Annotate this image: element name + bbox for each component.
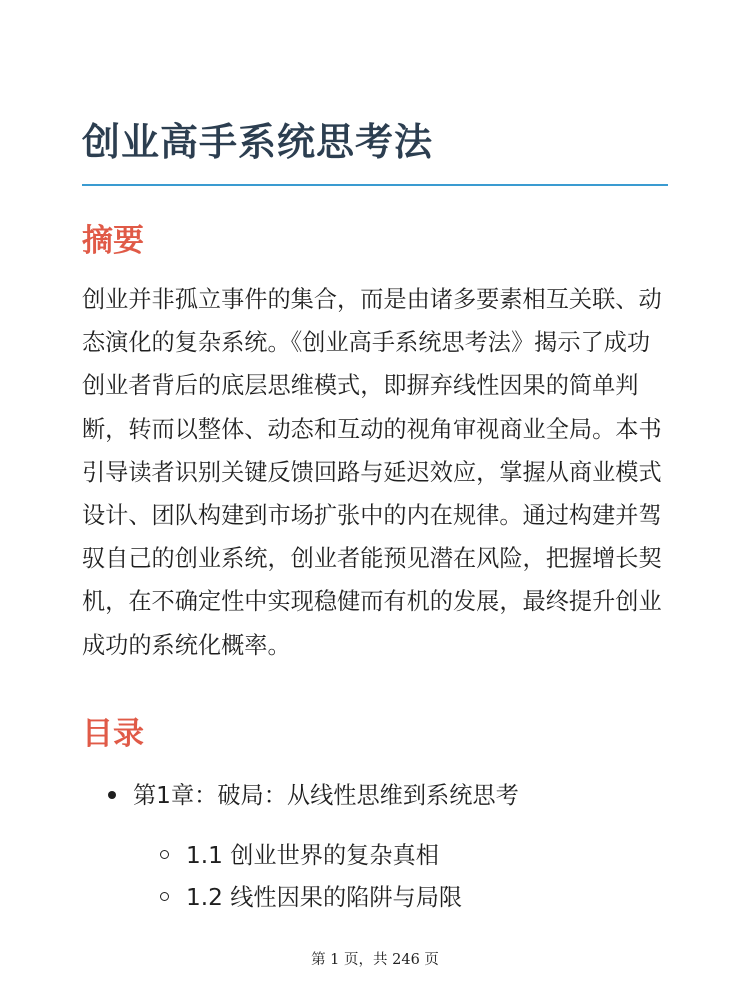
- page-number-footer: 第 1 页，共 246 页: [311, 952, 439, 968]
- toc-heading: 目录: [82, 716, 144, 752]
- bullet-disc-icon: [108, 791, 116, 799]
- toc-chapter-item[interactable]: [108, 776, 519, 816]
- toc-section-item[interactable]: [160, 878, 462, 918]
- toc-section-label: 1.2 线性因果的陷阱与局限: [186, 884, 463, 911]
- bullet-circle-icon: [160, 892, 169, 901]
- toc-section-label: 1.1 创业世界的复杂真相: [186, 842, 439, 869]
- document-title: 创业高手系统思考法: [82, 120, 434, 164]
- toc-section-item[interactable]: [160, 836, 439, 876]
- abstract-heading: 摘要: [82, 223, 144, 259]
- bullet-circle-icon: [160, 850, 169, 859]
- toc-chapter-label: 第1章：破局：从线性思维到系统思考: [133, 782, 519, 809]
- abstract-paragraph: 创业并非孤立事件的集合，而是由诸多要素相互关联、动态演化的复杂系统。《创业高手系统思考法》揭示了成功创业者背后的底层思维模式，即摒弃线性因果的简单判断，转而以整体、动态和互动的视角审视商业全局。本书引导读者识别关键反馈回路与延迟效应，掌握从商业模式设计、团队构建到市场扩张中的内在规律。通过构建并驾驭自己的创业系统，创业者能预见潜在风险，把握增长契机，在不确定性中实现稳健而有机的发展，最终提升创业成功的系统化概率。: [82, 286, 662, 659]
